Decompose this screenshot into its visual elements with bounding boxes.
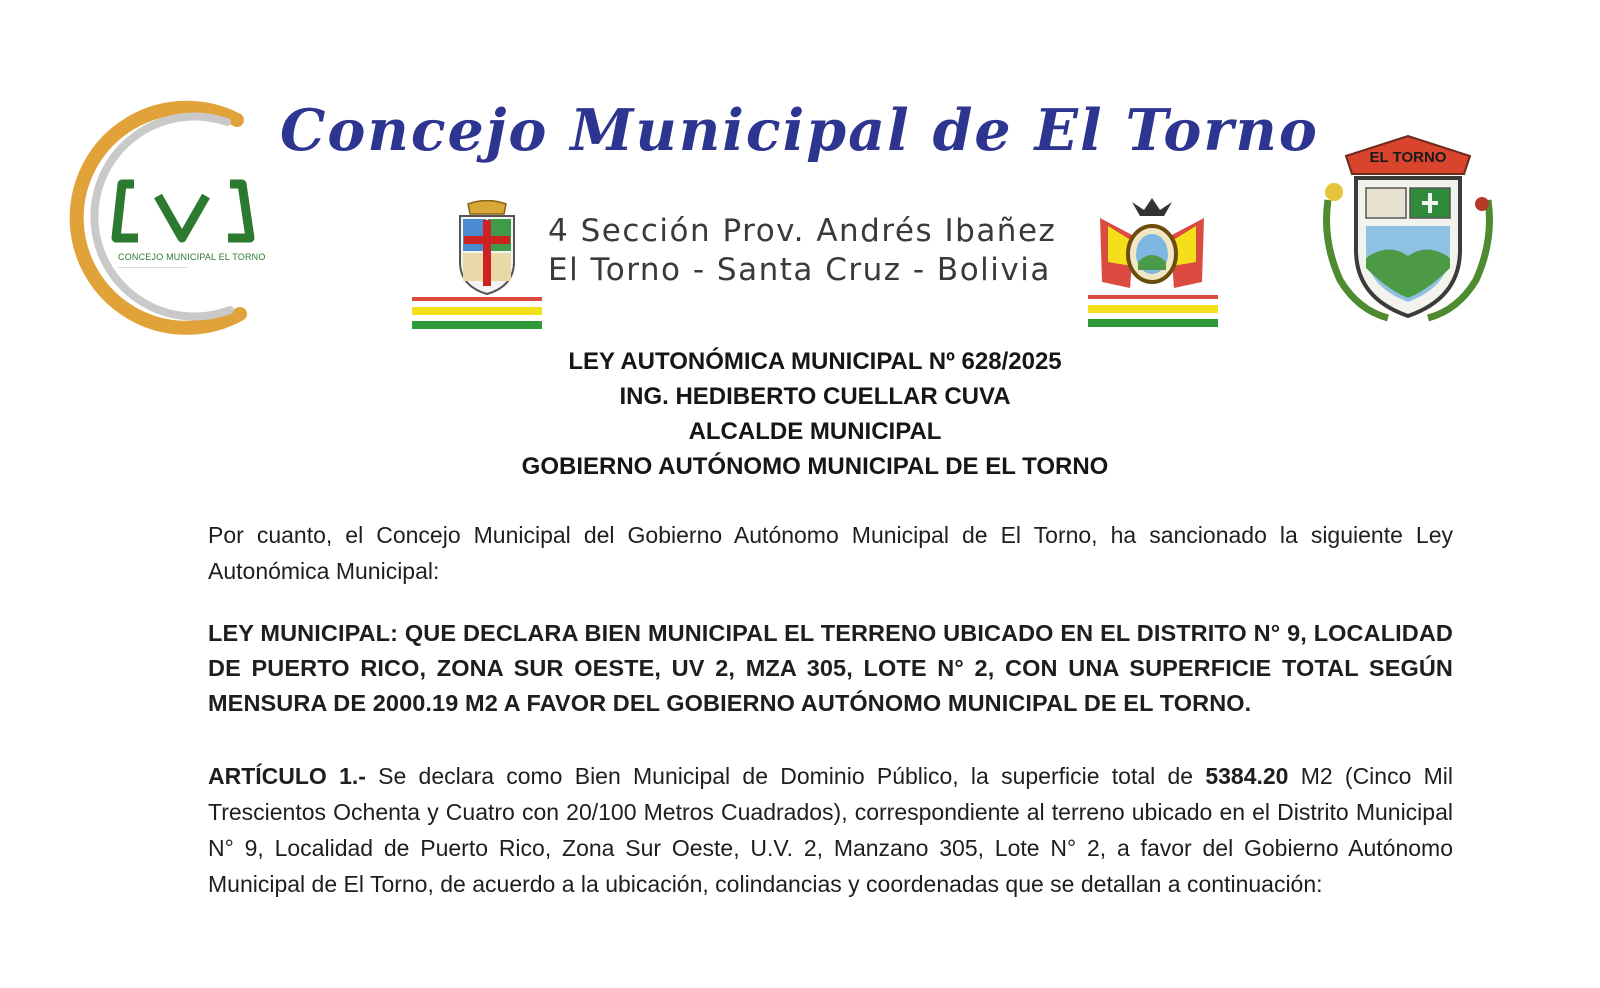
- el-torno-shield-icon: [1318, 130, 1498, 325]
- mayor-name: ING. HEDIBERTO CUELLAR CUVA: [619, 383, 1011, 410]
- government-name: GOBIERNO AUTÓNOMO MUNICIPAL DE EL TORNO: [521, 453, 1109, 480]
- concejo-logo-icon: [62, 92, 277, 337]
- council-title: Concejo Municipal de El Torno: [280, 97, 1319, 164]
- law-title: LEY MUNICIPAL: QUE DECLARA BIEN MUNICIPAL EL TERRENO UBICADO EN EL DISTRITO N° 9, LOCALIDAD DE PUERTO RICO, ZONA SUR OESTE, UV 2, MZA 305, LOTE N° 2, CON UNA SUPERFICIE TOTAL SEGÚN MENSURA DE 2000.19 M2 A FAVOR DEL GOBIERNO AUTÓNOMO MUNICIPAL DE EL TORNO.: [208, 620, 1453, 716]
- article-1-text-after: M2 (Cinco Mil Trescientos Ochenta y Cuatro con 20/100 Metros Cuadrados), correspondiente al terreno ubicado en el Distrito Municipal N° 9, Localidad de Puerto Rico, Zona Sur Oeste, U.V. 2, Manzano 305, Lote N° 2, a favor del Gobierno Autónomo Municipal de El Torno, de acuerdo a la ubicación, colindancias y coordenadas que se detallan a continuación:: [208, 763, 1454, 897]
- el-torno-coat-of-arms-icon: [456, 200, 518, 296]
- flag-stripes-right: [1088, 295, 1218, 327]
- left-logo-subtext: _______________________________: [118, 263, 187, 268]
- subtitle-line-2: El Torno - Santa Cruz - Bolivia: [548, 252, 1051, 288]
- left-logo-label: CONCEJO MUNICIPAL EL TORNO: [118, 252, 266, 262]
- flag-stripes-left: [412, 297, 542, 329]
- bolivia-coat-of-arms-icon: [1094, 196, 1210, 296]
- intro-paragraph: Por cuanto, el Concejo Municipal del Gobierno Autónomo Municipal de El Torno, ha sancionado la siguiente Ley Autonómica Municipal:: [208, 522, 1453, 584]
- right-shield-label: EL TORNO: [1369, 149, 1447, 166]
- law-heading: [300, 344, 1330, 484]
- article-1-surface: 5384.20: [1205, 763, 1289, 789]
- law-number: LEY AUTONÓMICA MUNICIPAL Nº 628/2025: [568, 348, 1062, 375]
- article-1-text-before: Se declara como Bien Municipal de Dominio Público, la superficie total de: [365, 763, 1206, 789]
- article-1: [208, 758, 1453, 902]
- mayor-title: ALCALDE MUNICIPAL: [688, 418, 942, 445]
- article-1-label: ARTÍCULO 1.-: [208, 763, 366, 789]
- subtitle-line-1: 4 Sección Prov. Andrés Ibañez: [548, 213, 1057, 249]
